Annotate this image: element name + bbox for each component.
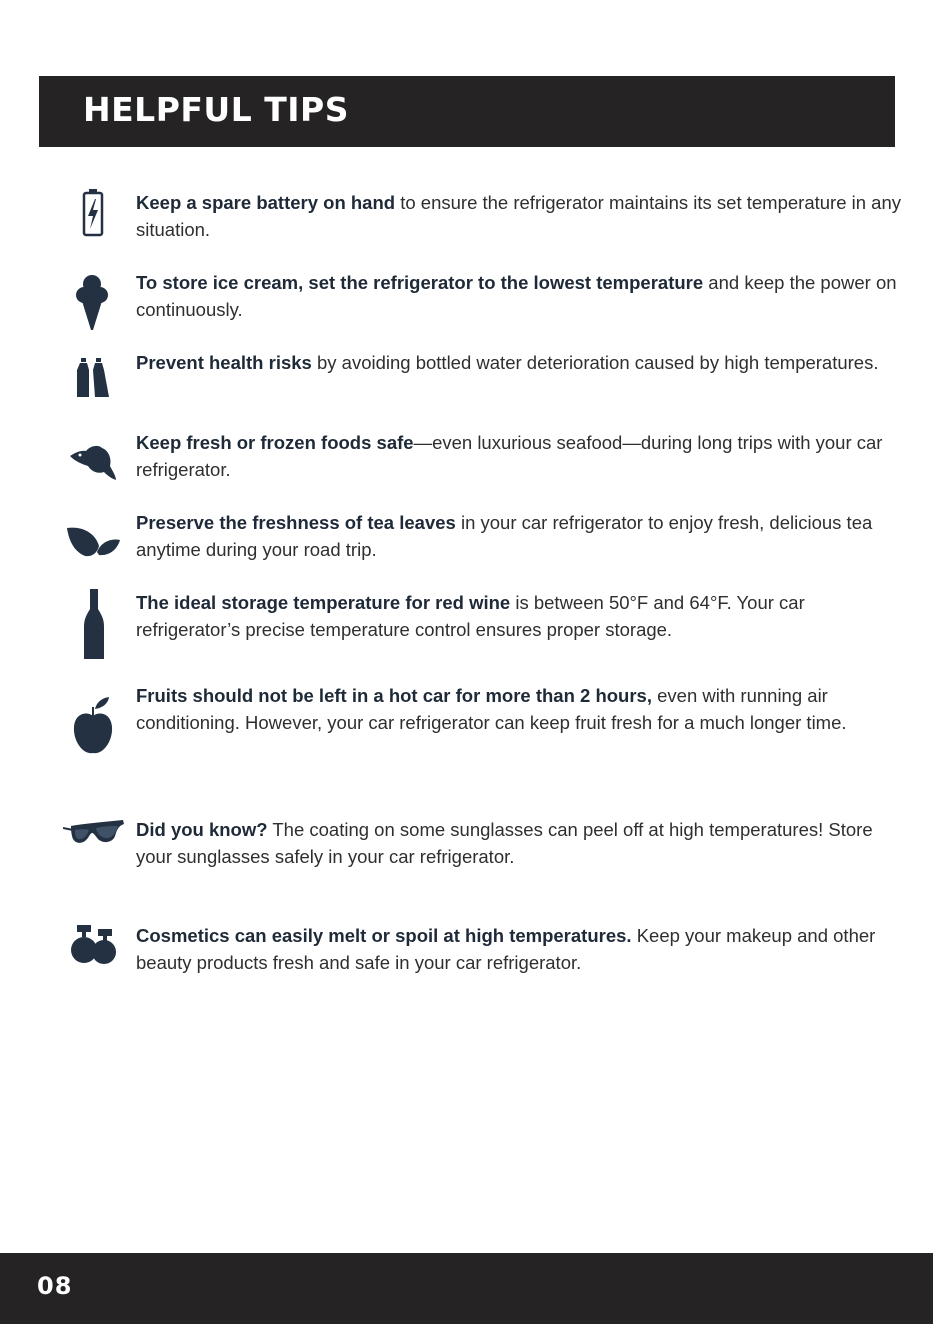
page-title: HELPFUL TIPS [83, 90, 349, 129]
tip-bold-text: Cosmetics can easily melt or spoil at high temperatures. [136, 925, 632, 946]
tip-bold-text: Did you know? [136, 819, 268, 840]
tip-item [136, 816, 911, 870]
tip-bold-text: Keep a spare battery on hand [136, 192, 396, 213]
tip-text: and keep the power on continuously. [136, 272, 897, 320]
tip-text: The coating on some sunglasses can peel off at high temperatures! Store your sunglasses safely in your car refrigerator. [136, 819, 873, 867]
sunglasses-icon [63, 818, 125, 846]
tip-text: to ensure the refrigerator maintains its set temperature in any situation. [136, 192, 901, 240]
header-band [39, 76, 895, 147]
tip-text: by avoiding bottled water deterioration caused by high temperatures. [311, 352, 879, 373]
tip-bold-text: The ideal storage temperature for red wine [136, 592, 511, 613]
wine-bottle-icon [83, 589, 105, 661]
battery-icon [82, 189, 104, 237]
tip-text: is between 50°F and 64°F. Your car refrigerator’s precise temperature control ensures proper storage. [136, 592, 805, 640]
tip-bold-text: To store ice cream, set the refrigerator to the lowest temperature [136, 272, 704, 293]
tip-bold-text: Fruits should not be left in a hot car for more than 2 hours, [136, 685, 652, 706]
tip-text: in your car refrigerator to enjoy fresh, delicious tea anytime during your road trip. [136, 512, 873, 560]
water-bottles-icon [76, 358, 110, 398]
apple-icon [73, 697, 113, 757]
fish-icon [70, 444, 118, 482]
tip-item [136, 589, 911, 643]
cosmetics-icon [71, 925, 117, 965]
footer-band [0, 1253, 933, 1324]
page-number: 08 [37, 1272, 73, 1300]
tip-item [136, 269, 911, 323]
tip-item [136, 429, 911, 483]
tip-text: Keep your makeup and other beauty products fresh and safe in your car refrigerator. [136, 925, 876, 973]
tip-text: even with running air conditioning. However, your car refrigerator can keep fruit fresh for a much longer time. [136, 685, 847, 733]
ice-cream-icon [75, 273, 109, 331]
tip-bold-text: Keep fresh or frozen foods safe [136, 432, 414, 453]
tip-item [136, 509, 911, 563]
tip-item [136, 682, 911, 736]
tip-item [136, 189, 911, 243]
tip-bold-text: Preserve the freshness of tea leaves [136, 512, 456, 533]
tip-item [136, 922, 911, 976]
tip-bold-text: Prevent health risks [136, 352, 312, 373]
tea-leaves-icon [67, 526, 121, 558]
tip-item [136, 349, 911, 376]
tip-text: —even luxurious seafood—during long trips with your car refrigerator. [136, 432, 883, 480]
